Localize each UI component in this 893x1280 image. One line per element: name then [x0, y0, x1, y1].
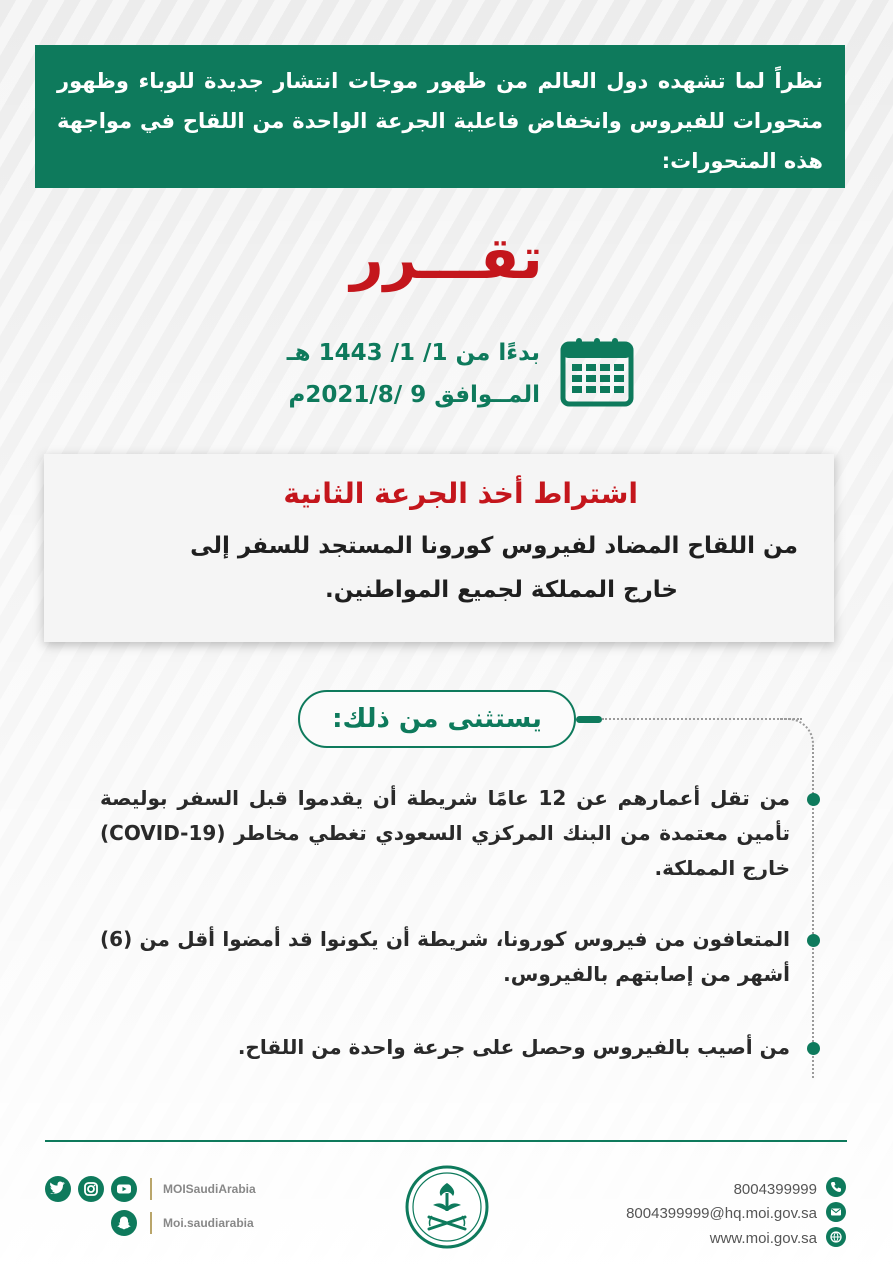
phone-icon — [826, 1177, 846, 1197]
requirement-title: اشتراط أخذ الجرعة الثانية — [283, 477, 638, 510]
snapchat-icon[interactable] — [111, 1210, 137, 1236]
dotted-corner — [780, 718, 814, 750]
footer-divider — [45, 1140, 847, 1142]
snapchat-handle[interactable]: Moi.saudiarabia — [163, 1216, 254, 1230]
exception-item-2: المتعافون من فيروس كورونا، شريطة أن يكونوا قد أمضوا أقل من (6) أشهر من إصابتهم بالفيروس. — [100, 927, 790, 986]
requirement-card — [44, 454, 834, 642]
contact-phone[interactable]: 8004399999 — [733, 1181, 817, 1198]
decision-title: تقـــرر — [350, 224, 543, 292]
calendar-icon — [560, 336, 634, 408]
bullet-dot — [807, 934, 820, 947]
email-icon — [826, 1202, 846, 1222]
intro-text: نظراً لما تشهده دول العالم من ظهور موجات انتشار جديدة للوباء وظهور متحورات للفيروس وانخفاض فاعلية الجرعة الواحدة من اللقاح في مواجهة هذه المتحورات: — [57, 69, 823, 173]
effective-date — [200, 332, 540, 416]
exception-item-3: من أصيب بالفيروس وحصل على جرعة واحدة من اللقاح. — [237, 1035, 790, 1059]
requirement-text — [74, 524, 798, 612]
footer-separator — [150, 1212, 152, 1234]
instagram-icon[interactable] — [78, 1176, 104, 1202]
requirement-line-2: خارج المملكة لجميع المواطنين. — [325, 577, 678, 603]
date-hijri: بدءًا من 1/ 1/ 1443 هـ — [286, 340, 540, 366]
social-handle[interactable]: MOISaudiArabia — [163, 1182, 256, 1196]
requirement-line-1: من اللقاح المضاد لفيروس كورونا المستجد للسفر إلى — [190, 533, 798, 559]
web-icon — [826, 1227, 846, 1247]
bullet-dot — [807, 793, 820, 806]
bullet-dot — [807, 1042, 820, 1055]
contact-website[interactable]: www.moi.gov.sa — [709, 1230, 817, 1247]
dotted-line — [602, 718, 802, 720]
saudi-emblem — [405, 1165, 489, 1249]
youtube-icon[interactable] — [111, 1176, 137, 1202]
footer-separator — [150, 1178, 152, 1200]
date-gregorian: المــوافق 9 /2021/8م — [288, 382, 540, 408]
exceptions-heading: يستثنى من ذلك: — [298, 690, 576, 748]
intro-banner — [35, 45, 845, 188]
twitter-icon[interactable] — [45, 1176, 71, 1202]
exception-item-1: من تقل أعمارهم عن 12 عامًا شريطة أن يقدموا قبل السفر بوليصة تأمين معتمدة من البنك المركزي السعودي تغطي مخاطر (COVID-19) خارج المملكة. — [100, 786, 790, 880]
connector — [576, 716, 602, 723]
contact-email[interactable]: 8004399999@hq.moi.gov.sa — [626, 1205, 817, 1222]
